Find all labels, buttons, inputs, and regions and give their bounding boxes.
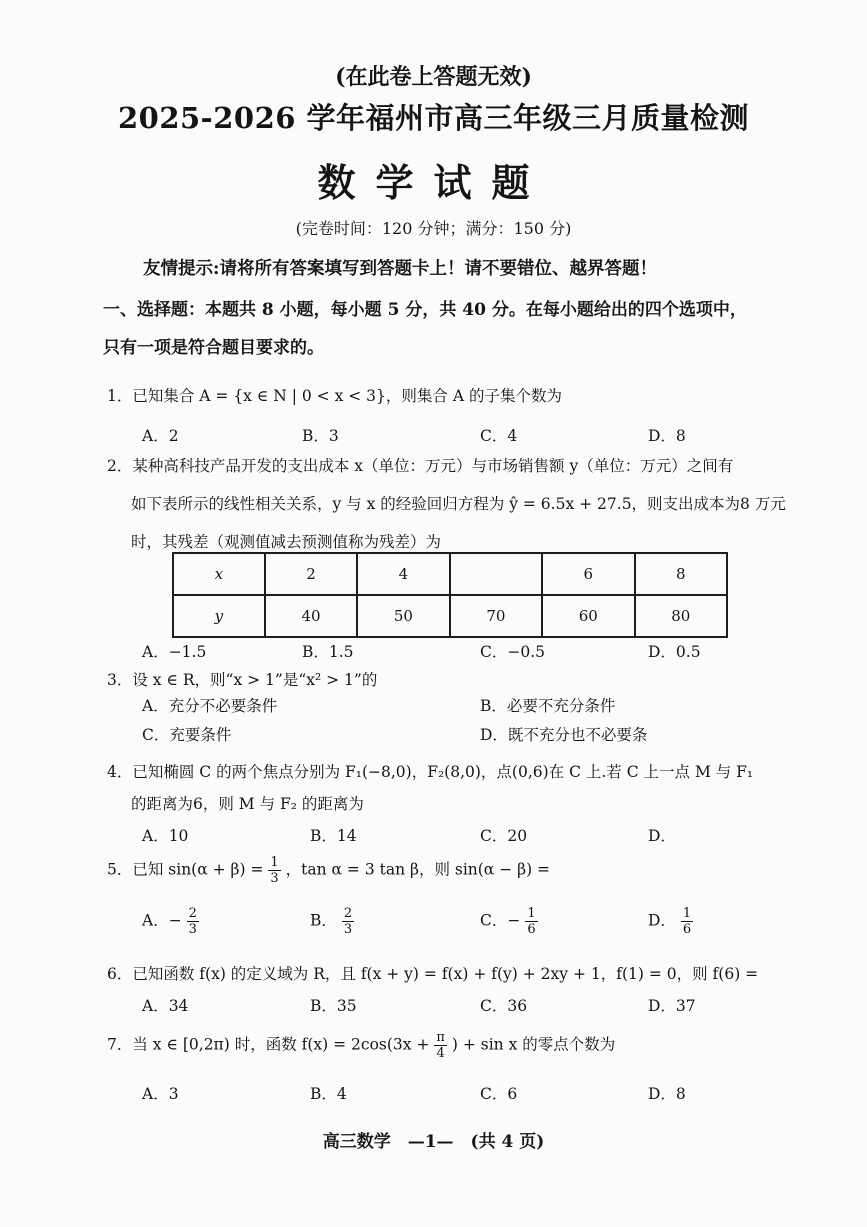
q1-option-c: C．4 <box>480 427 518 445</box>
numerator: 1 <box>682 906 692 921</box>
option-fraction <box>342 906 354 937</box>
table-cell: 8 <box>635 553 727 595</box>
q1-option-d: D．8 <box>648 427 686 445</box>
denominator: 3 <box>343 922 353 937</box>
q5-option-a <box>142 906 199 937</box>
q7-fraction <box>434 1030 447 1061</box>
q7-option-d: D．8 <box>648 1085 686 1103</box>
question-3-stem: 3．设 x ∈ R，则“x > 1”是“x² > 1”的 <box>107 671 378 689</box>
exam-title: 2025-2026 学年福州市高三年级三月质量检测 <box>117 101 750 135</box>
page-footer: 高三数学 —1— (共 4 页) <box>322 1132 545 1152</box>
q6-option-a: A．34 <box>142 997 189 1015</box>
question-1-stem: 1．已知集合 A = {x ∈ N | 0 < x < 3}，则集合 A 的子集个数为 <box>107 387 562 405</box>
table-row-y <box>173 595 727 637</box>
q4-option-b: B．14 <box>310 827 357 845</box>
q5-option-c <box>480 906 538 937</box>
q7-numerator: π <box>436 1030 445 1045</box>
question-7-stem <box>107 1030 615 1061</box>
table-cell: 50 <box>357 595 449 637</box>
denominator: 6 <box>682 922 692 937</box>
q7-option-c: C．6 <box>480 1085 518 1103</box>
q5-fraction <box>268 855 280 886</box>
q2-option-b: B．1.5 <box>302 643 354 661</box>
table-cell: 60 <box>542 595 634 637</box>
denominator: 6 <box>527 922 536 937</box>
numerator: 1 <box>527 906 536 921</box>
question-4-stem-line1: 4．已知椭圆 C 的两个焦点分别为 F₁(−8,0)，F₂(8,0)，点(0,6)在 C 上.若 C 上一点 M 与 F₁ <box>107 763 754 781</box>
table-cell: 4 <box>357 553 449 595</box>
q2-option-a: A．−1.5 <box>142 643 207 661</box>
q7-option-a: A．3 <box>142 1085 179 1103</box>
table-row-x <box>173 553 727 595</box>
q1-option-a: A．2 <box>142 427 179 445</box>
option-fraction <box>525 906 537 937</box>
q5-option-d <box>648 906 693 937</box>
q1-option-b: B．3 <box>302 427 339 445</box>
q3-option-c: C．充要条件 <box>142 726 232 744</box>
q6-option-d: D．37 <box>648 997 696 1015</box>
question-5-stem <box>107 855 550 886</box>
regression-data-table <box>172 552 728 638</box>
option-label: C． <box>480 911 508 930</box>
q4-option-d: D． <box>648 827 676 845</box>
option-label: B． <box>310 911 337 930</box>
q2-option-d: D．0.5 <box>648 643 701 661</box>
q5-numerator: 1 <box>270 855 279 870</box>
q7-option-b: B．4 <box>310 1085 347 1103</box>
denominator: 3 <box>188 922 197 937</box>
option-fraction <box>681 906 693 937</box>
option-sign: − <box>507 911 521 930</box>
q4-option-a: A．10 <box>142 827 189 845</box>
notice: (在此卷上答题无效) <box>335 64 532 90</box>
q5-denominator: 3 <box>270 871 279 886</box>
section-heading-cont: 只有一项是符合题目要求的。 <box>103 338 324 358</box>
section-heading: 一、选择题：本题共 8 小题，每小题 5 分，共 40 分。在每小题给出的四个选项中， <box>103 300 747 320</box>
subject-title: 数学试题 <box>317 160 550 205</box>
q6-option-b: B．35 <box>310 997 357 1015</box>
table-header-y: y <box>173 595 265 637</box>
table-cell: 40 <box>265 595 357 637</box>
option-label: A． <box>142 911 169 930</box>
question-2-stem-line3: 时，其残差（观测值减去预测值称为残差）为 <box>131 533 442 551</box>
option-fraction <box>187 906 199 937</box>
q7-stem-part-b: ) + sin x 的零点个数为 <box>451 1035 616 1054</box>
table-cell <box>450 553 542 595</box>
numerator: 2 <box>188 906 197 921</box>
q5-stem-part-a: 5．已知 sin(α + β) = <box>107 860 264 879</box>
question-2-stem-line2: 如下表所示的线性相关关系，y 与 x 的经验回归方程为 ŷ = 6.5x + 27.5，则支出成本为8 万元 <box>131 495 786 513</box>
question-4-stem-line2: 的距离为6，则 M 与 F₂ 的距离为 <box>131 795 364 813</box>
q6-option-c: C．36 <box>480 997 528 1015</box>
q2-option-c: C．−0.5 <box>480 643 545 661</box>
q3-option-a: A．充分不必要条件 <box>142 697 278 715</box>
q7-stem-part-a: 7．当 x ∈ [0,2π) 时，函数 f(x) = 2cos(3x + <box>107 1035 435 1054</box>
time-info: (完卷时间：120 分钟；满分：150 分) <box>295 219 572 238</box>
numerator: 2 <box>343 906 353 921</box>
table-cell: 80 <box>635 595 727 637</box>
table-cell: 6 <box>542 553 634 595</box>
question-6-stem: 6．已知函数 f(x) 的定义域为 R，且 f(x + y) = f(x) + f(y) + 2xy + 1，f(1) = 0，则 f(6) = <box>107 965 759 983</box>
q3-option-d: D．既不充分也不必要条 <box>480 726 648 744</box>
option-label: D． <box>648 911 676 930</box>
table-cell: 70 <box>450 595 542 637</box>
option-sign: − <box>168 911 182 930</box>
friendly-tip: 友情提示:请将所有答案填写到答题卡上！请不要错位、越界答题！ <box>143 259 657 279</box>
q4-option-c: C．20 <box>480 827 528 845</box>
q7-denominator: 4 <box>436 1046 445 1061</box>
question-2-stem-line1: 2．某种高科技产品开发的支出成本 x（单位：万元）与市场销售额 y（单位：万元）之间有 <box>107 457 734 475</box>
q5-option-b <box>310 906 354 937</box>
q3-option-b: B．必要不充分条件 <box>480 697 616 715</box>
table-cell: 2 <box>265 553 357 595</box>
table-header-x: x <box>173 553 265 595</box>
q5-stem-part-b: ，tan α = 3 tan β，则 sin(α − β) = <box>285 860 551 879</box>
